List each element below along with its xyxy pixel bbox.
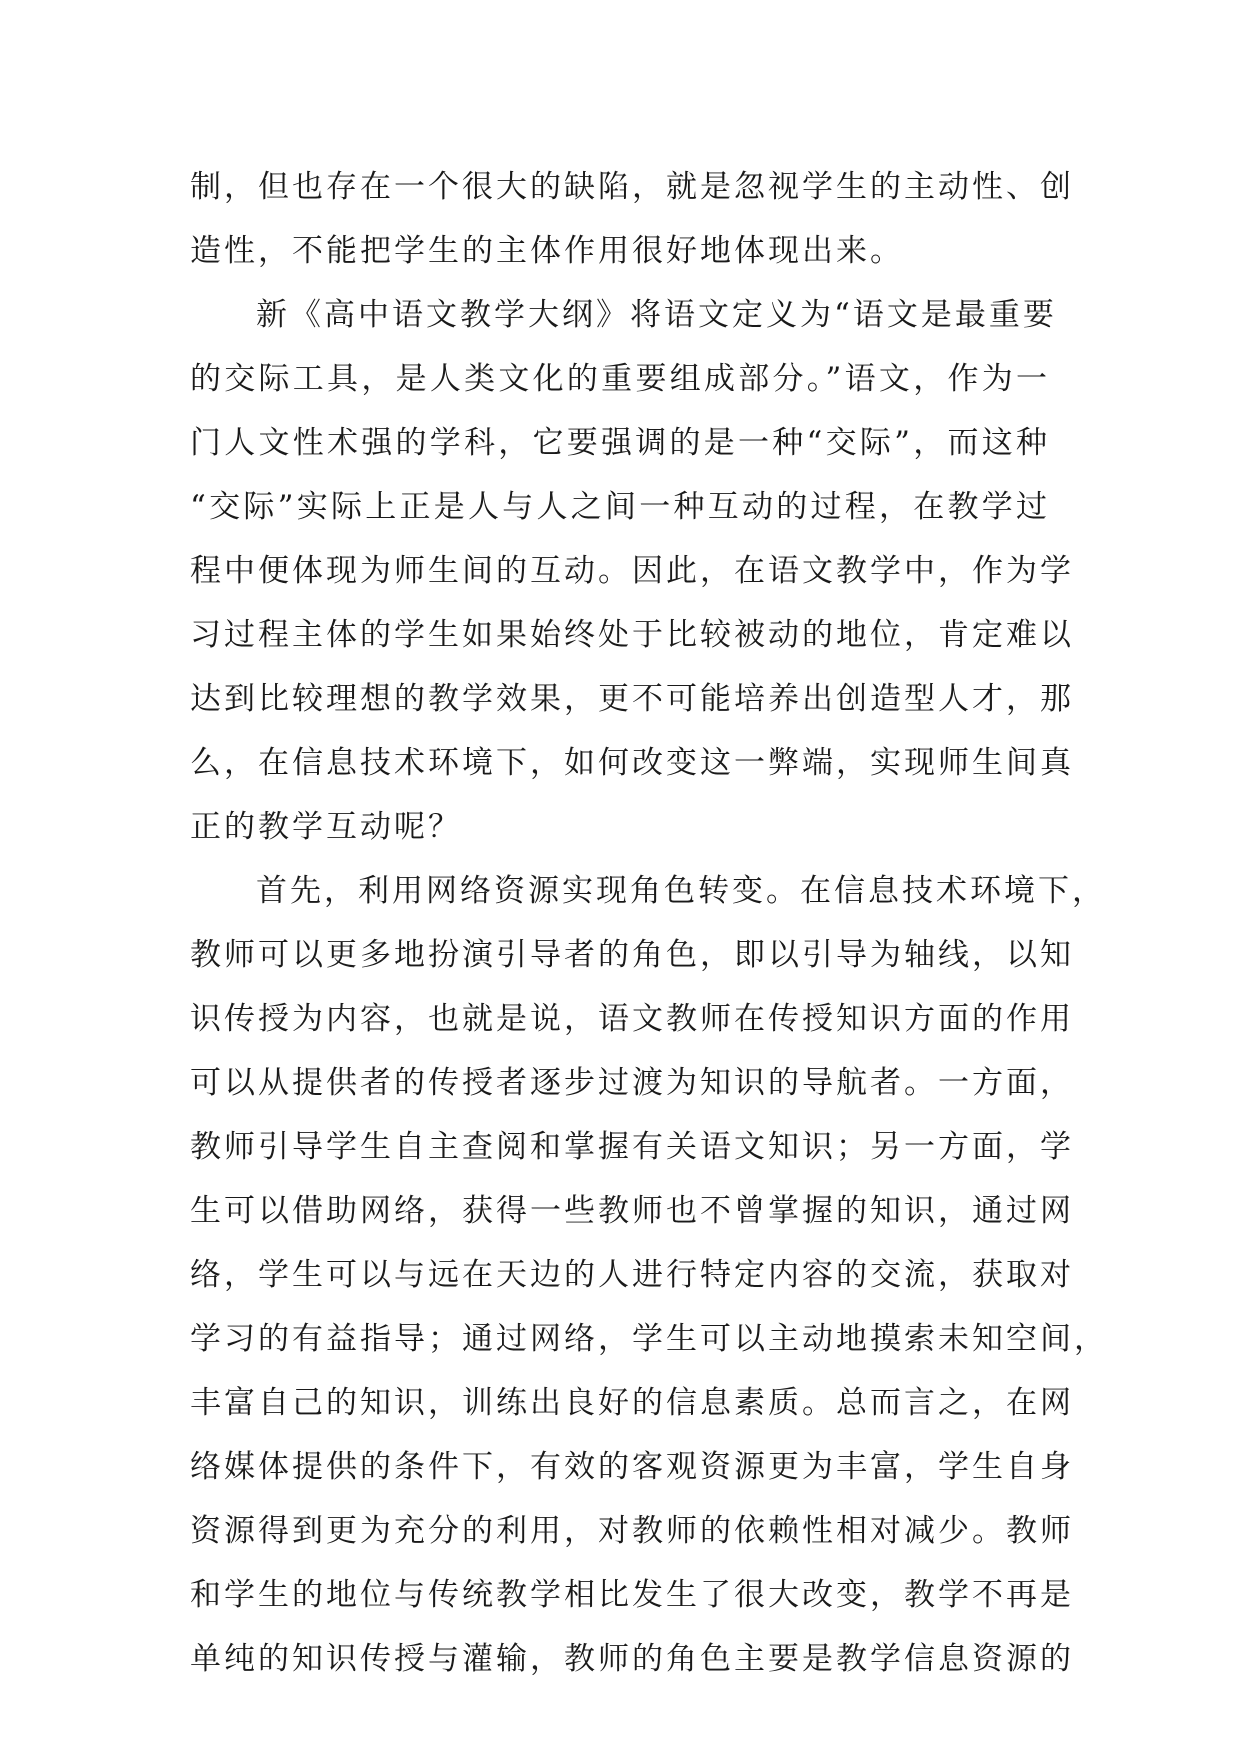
body-text-line: 达到比较理想的教学效果，更不可能培养出创造型人才，那 (190, 681, 1074, 717)
body-text-line: 门人文性术强的学科，它要强调的是一种“交际”，而这种 (190, 425, 1050, 461)
body-text-line: 的交际工具，是人类文化的重要组成部分。”语文，作为一 (190, 361, 1050, 397)
body-text-line: “交际”实际上正是人与人之间一种互动的过程，在教学过 (190, 489, 1050, 525)
body-text-line: 和学生的地位与传统教学相比发生了很大改变，教学不再是 (190, 1577, 1074, 1613)
body-text-line: 习过程主体的学生如果始终处于比较被动的地位，肯定难以 (190, 617, 1074, 653)
document-body (190, 155, 1108, 1691)
body-text-line: 造性，不能把学生的主体作用很好地体现出来。 (190, 233, 904, 269)
body-text-line: 教师可以更多地扮演引导者的角色，即以引导为轴线，以知 (190, 937, 1074, 973)
body-text-line: 生可以借助网络，获得一些教师也不曾掌握的知识，通过网 (190, 1193, 1074, 1229)
paragraph-first-line: 新《高中语文教学大纲》将语文定义为“语文是最重要 (256, 297, 1057, 333)
body-text-line: 络，学生可以与远在天边的人进行特定内容的交流，获取对 (190, 1257, 1074, 1293)
body-text-line: 么，在信息技术环境下，如何改变这一弊端，实现师生间真 (190, 745, 1074, 781)
body-text-line: 资源得到更为充分的利用，对教师的依赖性相对减少。教师 (190, 1513, 1074, 1549)
body-text-line: 正的教学互动呢？ (190, 809, 462, 845)
body-text-line: 单纯的知识传授与灌输，教师的角色主要是教学信息资源的 (190, 1641, 1074, 1677)
body-text-line: 学习的有益指导；通过网络，学生可以主动地摸索未知空间， (190, 1321, 1108, 1357)
body-text-line: 教师引导学生自主查阅和掌握有关语文知识；另一方面，学 (190, 1129, 1074, 1165)
body-text-line: 制，但也存在一个很大的缺陷，就是忽视学生的主动性、创 (190, 169, 1074, 205)
body-text-line: 程中便体现为师生间的互动。因此，在语文教学中，作为学 (190, 553, 1074, 589)
body-text-line: 识传授为内容，也就是说，语文教师在传授知识方面的作用 (190, 1001, 1074, 1037)
body-text-line: 丰富自己的知识，训练出良好的信息素质。总而言之，在网 (190, 1385, 1074, 1421)
body-text-line: 络媒体提供的条件下，有效的客观资源更为丰富，学生自身 (190, 1449, 1074, 1485)
paragraph-first-line: 首先，利用网络资源实现角色转变。在信息技术环境下， (256, 873, 1106, 909)
body-text-line: 可以从提供者的传授者逐步过渡为知识的导航者。一方面， (190, 1065, 1074, 1101)
